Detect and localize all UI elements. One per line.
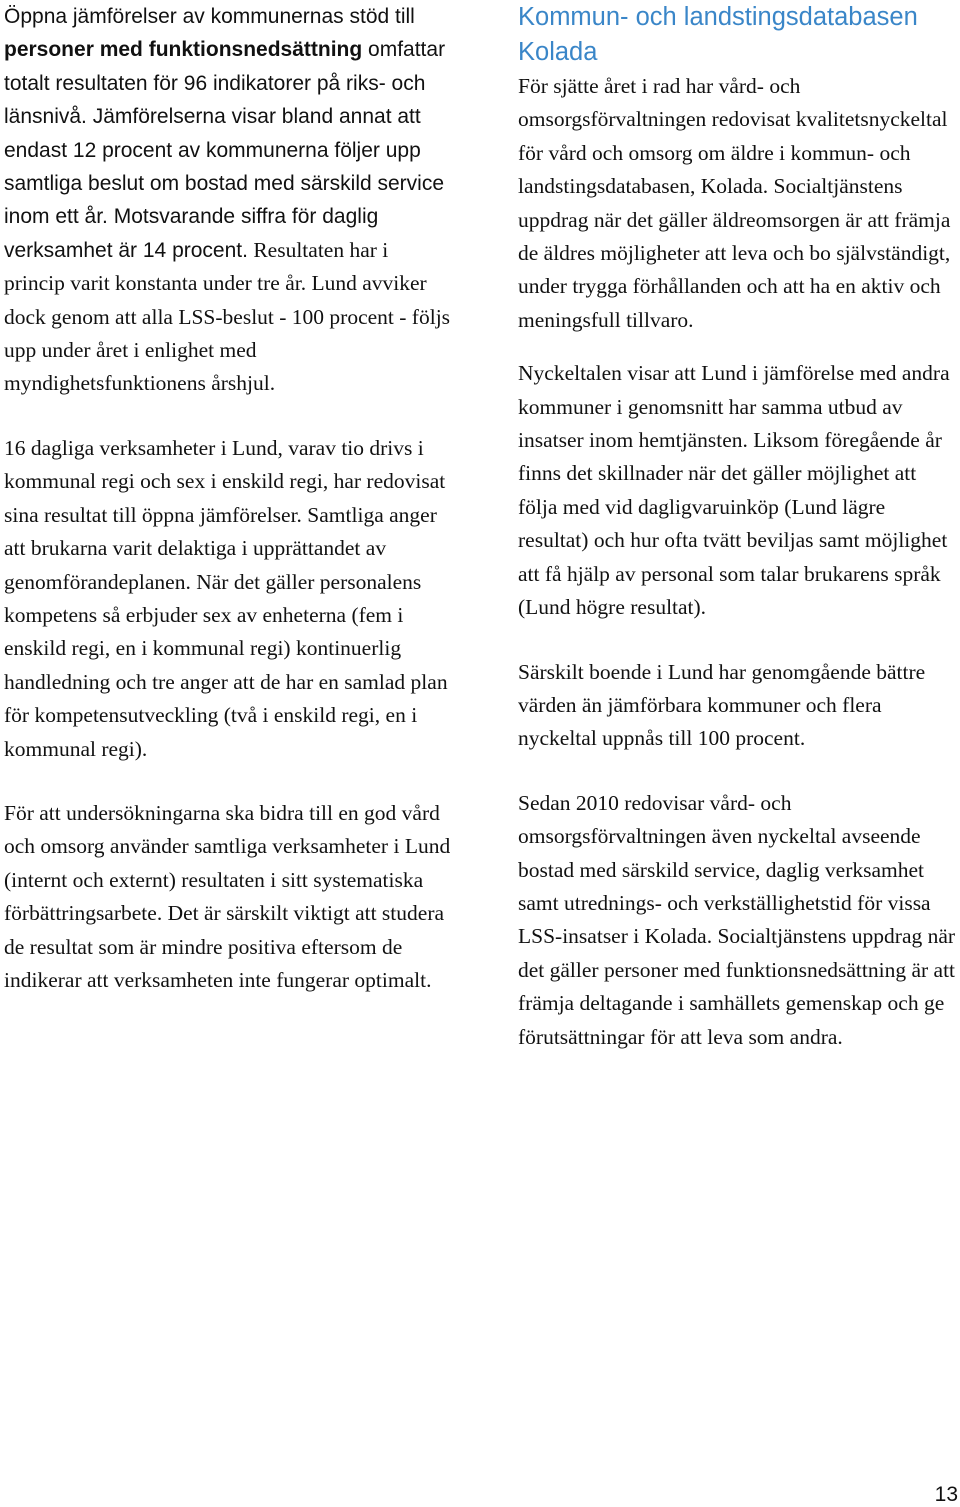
right-paragraph-1: För sjätte året i rad har vård- och omsorgsförvaltningen redovisat kvalitetsnyckeltal för vård och omsorg om äldre i kommun- och landstingsdatabasen, Kolada. Socialtjänstens uppdrag när det gäller äldreomsorgen är att främja de äldres möjligheter att leva och bo självständigt, under trygga förhållanden och att ha en aktiv och meningsfull tillvaro. xyxy=(518,74,951,332)
left-paragraph-2: 16 dagliga verksamheter i Lund, varav tio drivs i kommunal regi och sex i enskild regi, har redovisat sina resultat till öppna jämförelser. Samtliga anger att brukarna varit delaktiga i upprättandet av genomförandeplanen. När det gäller personalens kompetens så erbjuder sex av enheterna (fem i enskild regi, en i kommunal regi) kontinuerlig handledning och tre anger att de har en samlad plan för kompetensutveckling (två i enskild regi, en i kommunal regi). xyxy=(4,435,448,761)
right-paragraph-3: Särskilt boende i Lund har genomgående bättre värden än jämförbara kommuner och flera nyckeltal uppnås till 100 procent. xyxy=(518,659,926,751)
section-heading: Kommun- och landstingsdatabasen Kolada xyxy=(518,3,918,66)
right-paragraph-4: Sedan 2010 redovisar vård- och omsorgsförvaltningen även nyckeltal avseende bostad med särskild service, daglig verksamhet samt utrednings- och verkställighetstid för vissa LSS-insatser i Kolada. Socialtjänstens uppdrag när det gäller personer med funktionsnedsättning är att främja deltagande i samhällets gemenskap och ge förutsättningar för att leva som andra. xyxy=(518,790,956,1049)
intro-bold-text: personer med funktionsnedsättning xyxy=(4,38,363,62)
left-column xyxy=(4,0,454,997)
page-number: 13 xyxy=(934,1483,958,1506)
left-paragraph-1 xyxy=(4,0,454,401)
intro-text: Öppna jämförelser av kommunernas stöd till xyxy=(4,5,415,28)
left-paragraph-3: För att undersökningarna ska bidra till en god vård och omsorg använder samtliga verksamheter i Lund (internt och externt) resultaten i sitt systematiska förbättringsarbete. Det är särskilt viktigt att studera de resultat som är mindre positiva eftersom de indikerar att verksamheten inte fungerar optimalt. xyxy=(4,800,451,992)
right-paragraph-2: Nyckeltalen visar att Lund i jämförelse med andra kommuner i genomsnitt har samma utbud av insatser inom hemtjänsten. Liksom föregående år finns det skillnader när det gäller möjlighet att följa med vid dagligvaruinköp (Lund lägre resultat) och hur ofta tvätt beviljas samt möjlighet att få hjälp av personal som talar brukarens språk (Lund högre resultat). xyxy=(518,361,950,620)
right-column xyxy=(518,0,960,1054)
intro-text-cont: omfattar totalt resultaten för 96 indikatorer på riks- och länsnivå. Jämförelserna visar bland annat att endast 12 procent av kommunerna följer upp samtliga beslut om bostad med särskild service inom ett år. Motsvarande siffra för daglig verksamhet är 14 procent. xyxy=(4,38,446,262)
intro-text-serif: Resultaten har i princip varit konstanta under tre år. Lund avviker dock genom att alla LSS-beslut - 100 procent - följs upp under året i enlighet med myndighetsfunktionens årshjul. xyxy=(4,237,451,396)
